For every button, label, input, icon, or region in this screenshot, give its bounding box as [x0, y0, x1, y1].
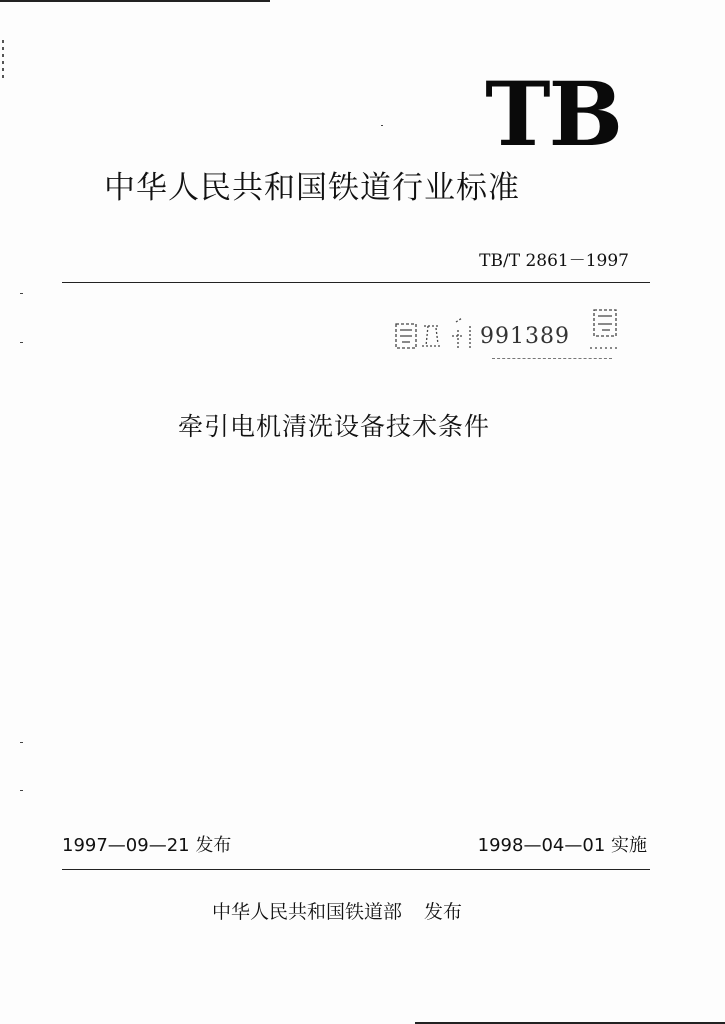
stamp-underline [492, 358, 612, 359]
scan-speck [20, 790, 23, 791]
standard-category-title: 中华人民共和国铁道行业标准 [104, 170, 520, 206]
stamp-number: 991389 [480, 324, 570, 349]
publisher-line [212, 899, 462, 925]
publisher-organization: 中华人民共和国铁道部 [212, 901, 403, 923]
issue-date: 1997—09—21 发布 [62, 835, 232, 856]
implementation-date: 1998—04—01 实施 [477, 835, 647, 856]
header-divider [62, 282, 650, 283]
footer-divider [62, 869, 650, 870]
scan-edge-marks-left [2, 40, 4, 80]
standard-number: TB/T 2861－1997 [479, 251, 629, 271]
scan-speck [381, 125, 383, 126]
publisher-action: 发布 [424, 901, 463, 923]
tb-logo: TB [485, 62, 621, 166]
scan-edge-line-top [0, 0, 270, 2]
scan-speck [20, 742, 23, 743]
library-stamp [392, 296, 624, 362]
scan-speck [20, 342, 23, 343]
scan-speck [20, 293, 23, 294]
document-title: 牵引电机清洗设备技术条件 [178, 412, 491, 441]
